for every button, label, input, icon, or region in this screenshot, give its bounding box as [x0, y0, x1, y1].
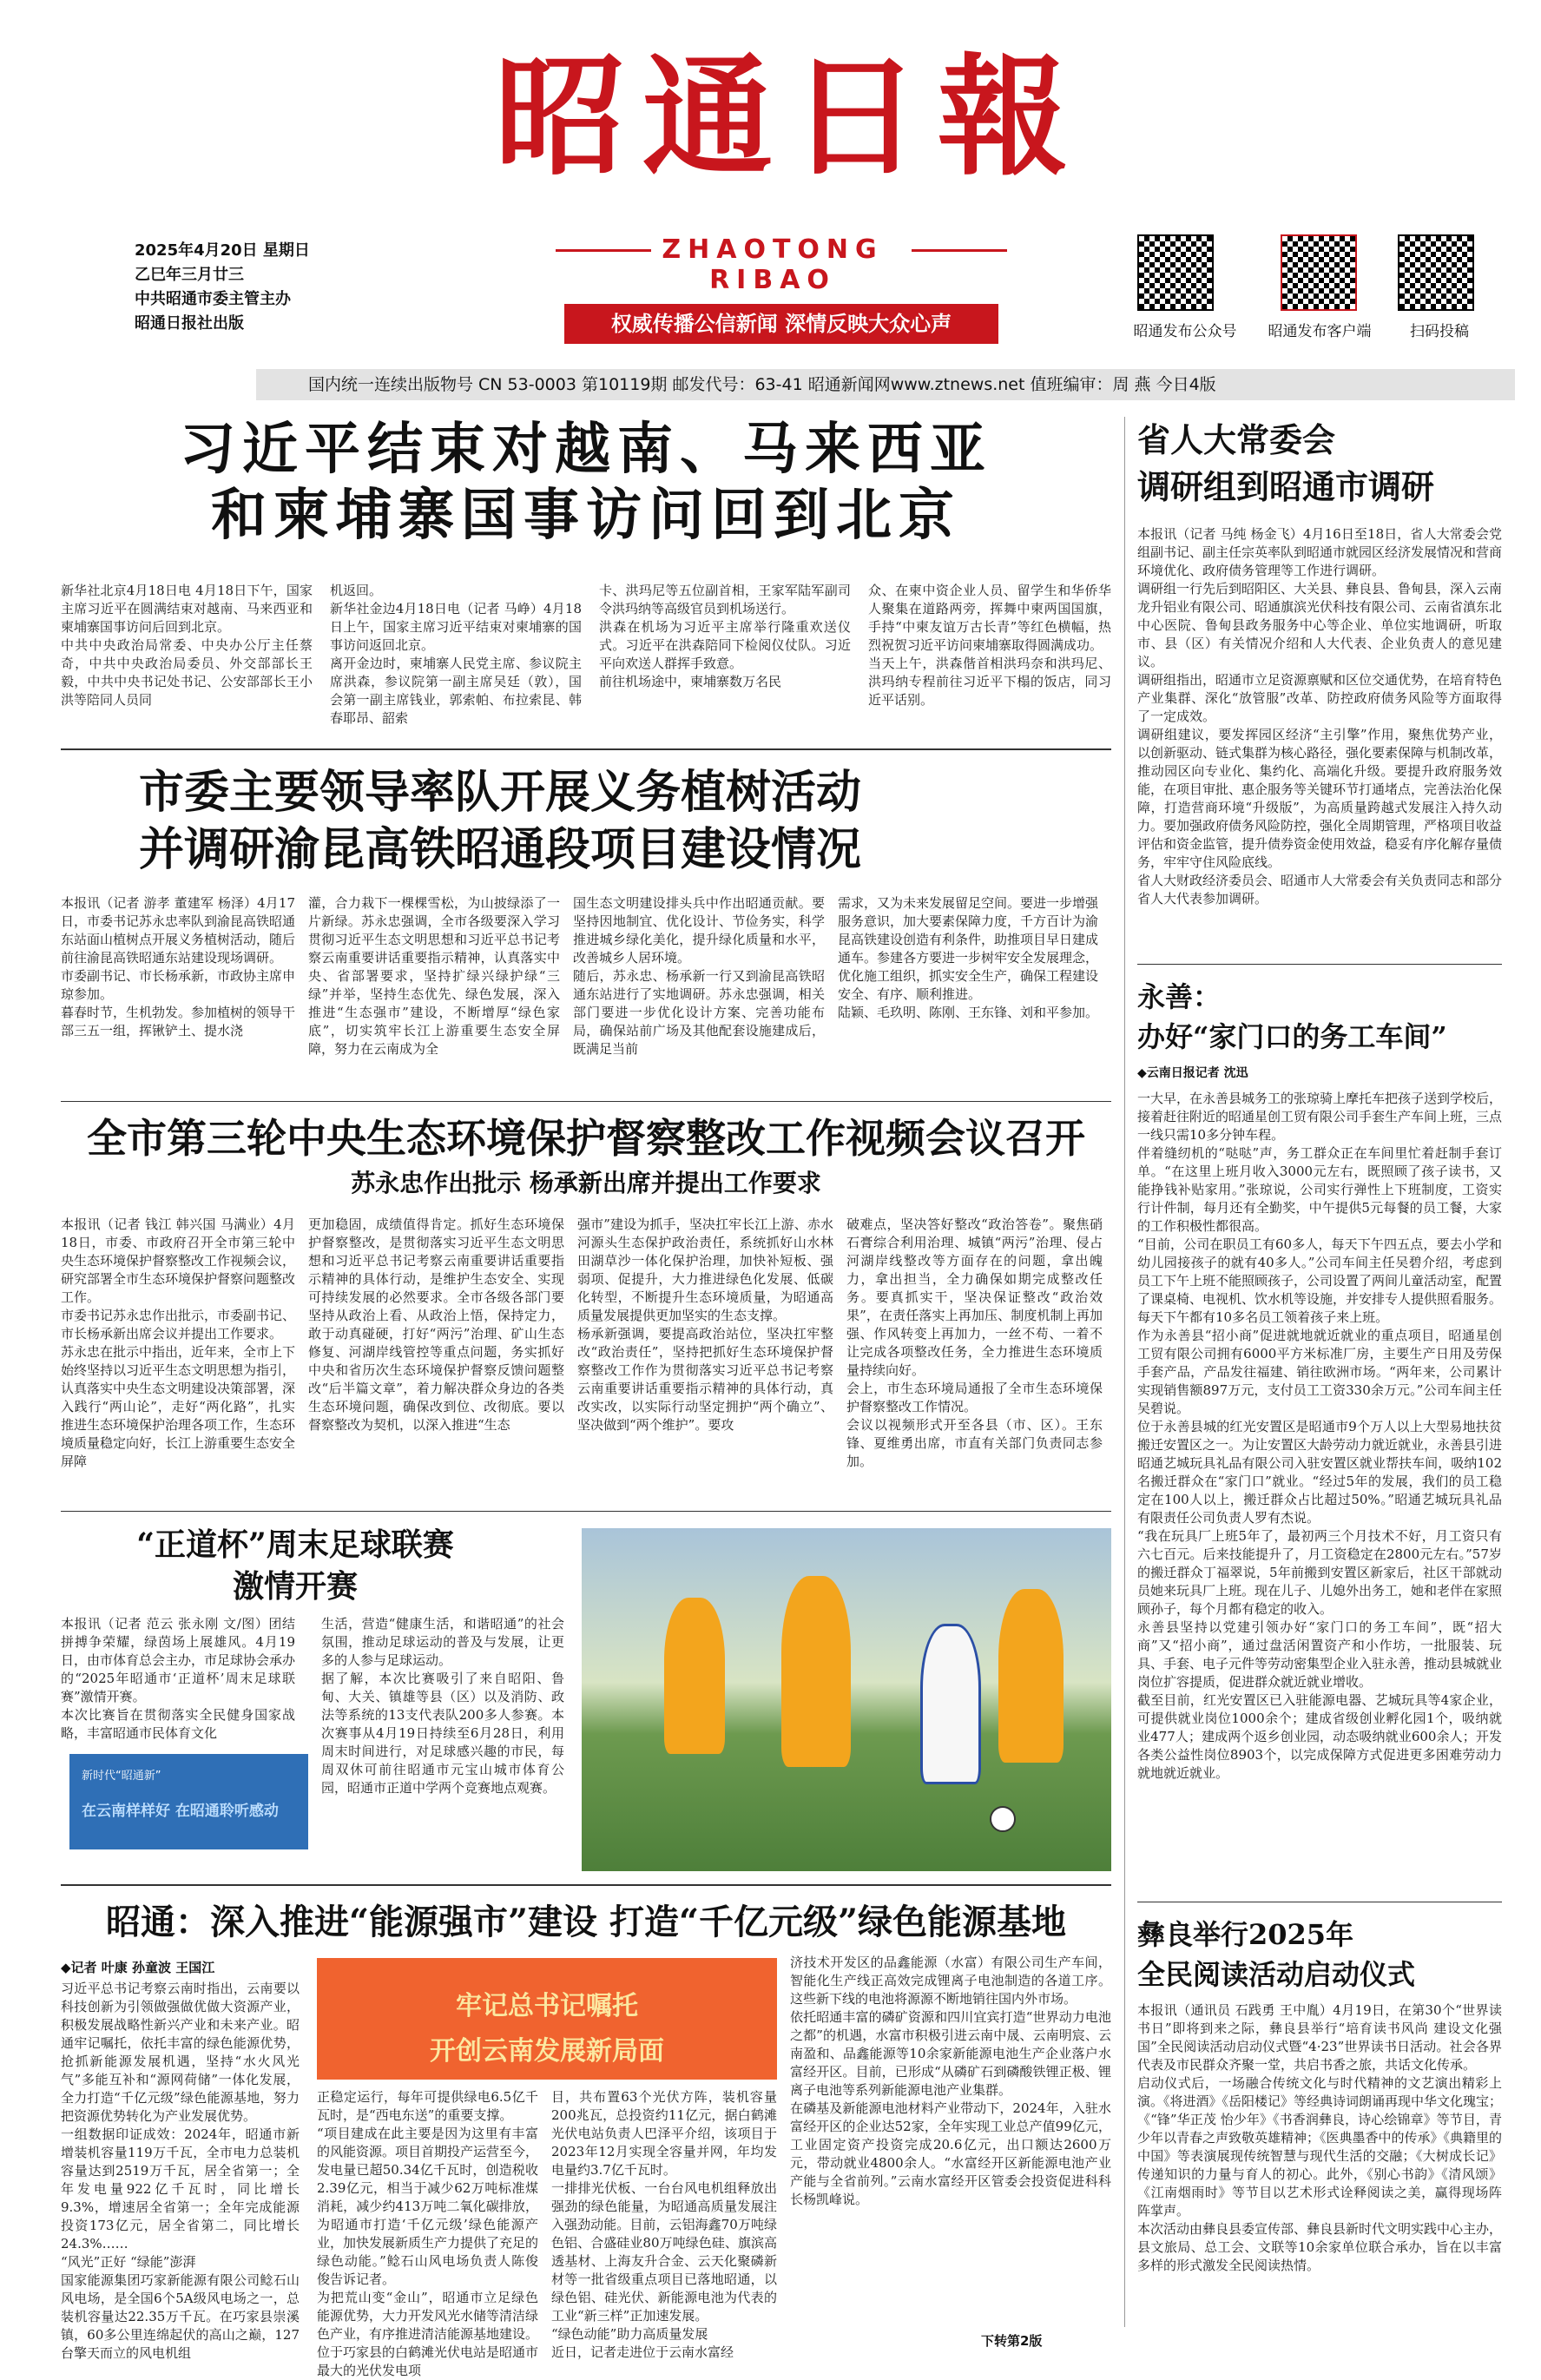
lead-col-4: 众、在柬中资企业人员、留学生和华侨华人聚集在道路两旁，挥舞中柬两国国旗，手持“中柬友谊万古长青”等红色横幅，热烈祝贺习近平访问柬埔寨取得圆满成功。 当天上午，洪森偕首相洪玛奈和洪玛尼、洪玛纳专程前往习近平下榻的饭店，同习近平话别。 [868, 583, 1111, 708]
energy-callout [317, 1958, 777, 2080]
callout-line: 开创云南发展新局面 [430, 2036, 664, 2067]
qr-code-icon [1281, 234, 1357, 311]
sponsor-line: 中共昭通市委主管主办 [135, 290, 291, 308]
section-divider [1137, 964, 1502, 965]
energy-col-4: 济技术开发区的品鑫能源（水富）有限公司生产车间，智能化生产线正高效完成锂离子电池制造的各道工序。这些新下线的电池将源源不断地销往国内外市场。 依托昭通丰富的磷矿资源和四川宜宾打造“世界动力电池之都”的机遇，水富市积极引进云南中晟、云南明宸、云南盈和、品鑫能源等10余家新能源电池生产企业落户水富经开区。目前，已形成“从磷矿石到磷酸铁锂正极、锂离子电池等系列新能源电池产业集群。 在磷基及新能源电池材料产业带动下，2024年，入驻水富经开区的企业达52家，全年实现工业总产值99亿元，工业固定资产投资完成20.6亿元，出口额达2600万元，带动就业4800余人。“水富经开区新能源电池产业产能与全省前列。”云南水富经开区管委会投资促进科科长杨凯峰说。 [790, 1955, 1111, 2207]
callout-line: 牢记总书记嘱托 [456, 1991, 638, 2021]
tree-col-3: 国生态文明建设排头兵中作出昭通贡献。要坚持因地制宜、优化设计、节俭务实，科学推进城乡绿化美化，提升绿化质量和水平，改善城乡人居环境。 随后，苏永忠、杨承新一行又到渝昆高铁昭通东站进行了实地调研。苏永忠强调，相关部门要进一步优化设计方案、完善功能布局，确保站前广场及其他配套设施建成后，既满足当前 [573, 895, 825, 1057]
env-col-2: 更加稳固，成绩值得肯定。抓好生态环境保护督察整改，是贯彻落实习近平生态文明思想和习近平总书记考察云南重要讲话重要指示精神的具体行动，是维护生态安全、实现可持续发展的必然要求。全市各级各部门要坚持从政治上看、从政治上悟，保持定力，敢于动真碰硬，打好“两污”治理、矿山生态修复、河湖岸线管控等重点问题，务实抓好中央和省历次生态环境保护督察反馈问题整改“后半篇文章”，着力解决群众身边的各类生态环境问题，确保改到位、改彻底。要以督察整改为契机，以深入推进“生态 [308, 1216, 564, 1433]
football-col-1: 本报讯（记者 范云 张永刚 文/图）团结拼搏争荣耀，绿茵场上展雄风。4月19日，由市体育总会主办，市足球协会承办的“2025年昭通市‘正道杯’周末足球联赛”激情开赛。 本次比赛旨在贯彻落实全民健身国家战略，丰富昭通市民体育文化 [61, 1616, 296, 1741]
section-divider [61, 748, 1111, 750]
env-col-1: 本报讯（记者 钱江 韩兴国 马满业）4月18日，市委、市政府召开全市第三轮中央生态环境保护督察整改工作视频会议，研究部署全市生态环境保护督察问题整改工作。 市委书记苏永忠作出批示，市委副书记、市长杨承新出席会议并提出工作要求。 苏永忠在批示中指出，近年来，全市上下始终坚持以习近平生态文明思想为指引，认真落实中央生态文明建设决策部署，深入践行“两山论”，走好“两化路”，扎实推进生态环境保护治理各项工作，生态环境质量稳定向好，长江上游重要生态安全屏障 [61, 1216, 296, 1469]
tree-col-1: 本报讯（记者 游孝 董建军 杨泽）4月17日，市委书记苏永忠率队到渝昆高铁昭通东站面山植树点开展义务植树活动，随后前往渝昆高铁昭通东站建设现场调研。 市委副书记、市长杨承新，市政协主席申琼参加。 暮春时节，生机勃发。参加植树的领导干部三五一组，挥锹铲土、提水浇 [61, 895, 296, 1038]
qr-code-icon [1398, 234, 1474, 311]
lunar-date-line: 乙巳年三月廿三 [135, 266, 244, 284]
sidebar-a-headline-line: 调研组到昭通市调研 [1137, 467, 1435, 506]
tree-headline[interactable] [139, 764, 1059, 879]
sidebar-c-headline-line: 彝良举行2025年 [1137, 1918, 1354, 1951]
section-divider [61, 1101, 1111, 1102]
energy-col-2: 正稳定运行，每年可提供绿电6.5亿千瓦时，是“西电东送”的重要支撑。 “项目建成在此主要是因为这里有丰富的风能资源。项目首期投产运营至今，发电量已超50.34亿千瓦时，创造税收2.39亿元，相当于减少62万吨标准煤消耗，减少约413万吨二氧化碳排放，为昭通市打造‘千亿元级’绿色能源产业，加快发展新质生产力提供了充足的绿色动能。”鲶石山风电场负责人陈俊俊告诉记者。 为把荒山变“金山”，昭通市立足绿色能源优势，大力开发风光水储等清洁绿色产业，有序推进清洁能源基地建设。位于巧家县的白鹤滩光伏电站是昭通市最大的光伏发电项 [317, 2089, 539, 2378]
sidebar-b-headline-line: 永善： [1137, 980, 1222, 1013]
tree-col-2: 灌，合力栽下一棵棵雪松，为山披绿添了一片新绿。苏永忠强调，全市各级要深入学习贯彻习近平生态文明思想和习近平总书记考察云南重要讲话重要指示精神，认真落实中央、省部署要求，坚持扩绿兴绿护绿“三绿”并举，坚持生态优先、绿色发展，深入推进“生态强市”建设，不断增厚“绿色家底”，切实筑牢长江上游重要生态安全屏障，努力在云南成为全 [308, 895, 560, 1057]
sidebar-divider [1124, 417, 1125, 2327]
lead-col-2: 机返回。 新华社金边4月18日电（记者 马峥）4月18日上午，国家主席习近平结束对柬埔寨的国事访问返回北京。 离开金边时，柬埔寨人民党主席、参议院主席洪森，参议院第一副主席吴廷（敦），国会第一副主席钱业，郭索帕、布拉索昆、韩春耶昂、韶索 [330, 583, 582, 726]
masthead-pinyin: ZHAOTONG RIBAO [662, 234, 884, 295]
lead-col-3: 卡、洪玛尼等五位副首相，王家军陆军副司令洪玛纳等高级官员到机场送行。 洪森在机场为习近平主席举行隆重欢送仪式。习近平在洪森陪同下检阅仪仗队。习近平向欢送人群挥手致意。 前往机场途中，柬埔寨数万名民 [599, 583, 851, 689]
player-figure [920, 1624, 981, 1784]
energy-headline[interactable]: 昭通：深入推进“能源强市”建设 打造“千亿元级”绿色能源基地 [106, 1902, 1066, 1942]
section-divider [61, 1884, 1111, 1886]
sidebar-a-headline-line: 省人大常委会 [1137, 420, 1336, 459]
publisher-line: 昭通日报社出版 [135, 314, 244, 333]
continued-note[interactable]: 下转第2版 [981, 2333, 1043, 2349]
lead-col-1: 新华社北京4月18日电 4月18日下午，国家主席习近平在圆满结束对越南、马来西亚和柬埔寨国事访问后回到北京。 中共中央政治局常委、中央办公厅主任蔡奇，中共中央政治局委员、外交部部长王毅，中共中央书记处书记、公安部部长王小洪等陪同人员同 [61, 583, 313, 708]
env-col-3: 强市”建设为抓手，坚决扛牢长江上游、赤水河源头生态保护政治责任，系统抓好山水林田湖草沙一体化保护治理，加快补短板、强弱项、促提升，大力推进绿色化发展、低碳化转型，不断提升生态环境质量，为昭通高质量发展提供更加坚实的生态支撑。 杨承新强调，要提高政治站位，坚决扛牢整改“政治责任”，坚持把抓好生态环境保护督察整改工作作为贯彻落实习近平总书记考察云南重要讲话重要指示精神的具体行动，真改实改，以实际行动坚定拥护“两个确立”、坚决做到“两个维护”。要攻 [577, 1216, 833, 1433]
football-col-2: 生活，营造“健康生活，和谐昭通”的社会氛围，推动足球运动的普及与发展，让更多的人参与足球运动。 据了解，本次比赛吸引了来自昭阳、鲁甸、大关、镇雄等县（区）以及消防、政法等系统的13支代表队200多人参赛。本次赛事从4月19日持续至6月28日，利用周末时间进行，对足球感兴趣的市民，每周双休可前往昭通市元宝山城市体育公园，昭通市正道中学两个竞赛地点观赛。 [321, 1616, 564, 1796]
tree-col-4: 需求，又为未来发展留足空间。要进一步增强服务意识，加大要素保障力度，千方百计为渝昆高铁建设创造有利条件，助推项目早日建成通车。参建各方要进一步树牢安全发展理念，优化施工组织，抓实安全生产，确保工程建设安全、有序、顺利推进。 陆颖、毛玖明、陈刚、王东锋、刘和平参加。 [838, 895, 1099, 1020]
qr-client[interactable] [1281, 234, 1367, 311]
env-col-4: 破难点，坚决答好整改“政治答卷”。聚焦硝石膏综合利用治理、城镇“两污”治理、侵占河湖岸线整改等方面存在的问题，拿出魄力，拿出担当，全力确保如期完成整改任务。要真抓实干，坚决保证整改“政治效果”，在责任落实上再加压、制度机制上再加强、作风转变上再加力，一丝不苟、一着不让完成各项整改任务，全力推进生态环境质量持续向好。 会上，市生态环境局通报了全市生态环境保护督察整改工作情况。 会议以视频形式开至各县（市、区）。王东锋、夏维勇出席，市直有关部门负责同志参加。 [846, 1216, 1103, 1469]
env-subhead: 苏永忠作出批示 杨承新出席并提出工作要求 [351, 1169, 821, 1197]
tree-headline-line: 并调研渝昆高铁昭通段项目建设情况 [139, 823, 862, 876]
player-figure [781, 1576, 851, 1767]
promo-banner-line: 新时代“昭通新” [82, 1770, 161, 1783]
sidebar-b-headline-line: 办好“家门口的务工车间” [1137, 1020, 1447, 1053]
lead-headline-line: 习近平结束对越南、马来西亚 [180, 417, 992, 482]
football-headline[interactable] [87, 1524, 504, 1607]
date-block [135, 239, 310, 336]
masthead-slogan: 权威传播公信新闻 深情反映大众心声 [564, 304, 998, 344]
player-figure [664, 1598, 725, 1754]
promo-banner-line: 在云南样样好 在昭通聆听感动 [82, 1803, 279, 1820]
football-headline-line: “正道杯”周末足球联赛 [136, 1526, 454, 1563]
env-headline[interactable]: 全市第三轮中央生态环境保护督察整改工作视频会议召开 [87, 1115, 1085, 1162]
promo-banner[interactable] [69, 1754, 308, 1849]
tree-headline-line: 市委主要领导率队开展义务植树活动 [139, 766, 862, 819]
football-icon [990, 1806, 1016, 1832]
sidebar-b-byline: ◆云南日报记者 沈迅 [1137, 1066, 1248, 1080]
player-figure [998, 1589, 1064, 1763]
info-bar: 国内统一连续出版物号 CN 53-0003 第10119期 邮发代号：63-41 昭通新闻网www.ztnews.net 值班编审：周 燕 今日4版 [256, 369, 1515, 400]
qr-label-client: 昭通发布客户端 [1268, 323, 1372, 340]
sidebar-a-body: 本报讯（记者 马纯 杨金飞）4月16日至18日，省人大常委会党组副书记、副主任宗英率队到昭通市就园区经济发展情况和营商环境优化、政府债务管理等工作进行调研。 调研组一行先后到昭阳区、大关县、彝良县、鲁甸县，深入云南龙升铝业有限公司、昭通旗滨光伏科技有限公司、云南省滇东北中心医院、鲁甸县政务服务中心等企业、单位实地调研，听取市、县（区）有关情况介绍和人大代表、企业负责人的意见建议。 调研组指出，昭通市立足资源禀赋和区位交通优势，在培育特色产业集群、深化“放管服”改革、防控政府债务风险等方面取得了一定成效。 调研组建议，要发挥园区经济“主引擎”作用，聚焦优势产业，以创新驱动、链式集群为核心路径，强化要素保障与机制改革，推动园区向专业化、集约化、高端化升级。要提升政府服务效能，在项目审批、惠企服务等关键环节打通堵点，完善法治化保障，打造营商环境“升级版”，为高质量跨越式发展注入持久动力。要加强政府债务风险防控，强化全周期管理，严格项目收益评估和资金监管，提升债券资金使用效益，稳妥有序化解存量债务，牢牢守住风险底线。 省人大财政经济委员会、昭通市人大常委会有关负责同志和部分省人大代表参加调研。 [1137, 526, 1503, 907]
qr-wechat[interactable] [1137, 234, 1224, 311]
qr-label-submit: 扫码投稿 [1410, 323, 1469, 340]
qr-label-wechat: 昭通发布公众号 [1133, 323, 1237, 340]
lead-headline-line: 和柬埔寨国事访问回到北京 [211, 483, 961, 548]
lead-headline[interactable] [61, 417, 1111, 549]
sidebar-a-headline[interactable] [1137, 417, 1502, 511]
qr-code-icon [1137, 234, 1214, 311]
sidebar-b-body: 一大早，在永善县城务工的张琼骑上摩托车把孩子送到学校后，接着赶往附近的昭通星创工贸有限公司手套生产车间上班，三点一线只需10多分钟车程。 伴着缝纫机的“哒哒”声，务工群众正在车间里忙着赶制手套订单。“在这里上班月收入3000元左右，既照顾了孩子读书，又能挣钱补贴家用。”张琼说，公司实行弹性上下班制度，工资实行计件制，每月还有全勤奖，中午提供5元每餐的员工餐，大家的工作积极性都很高。 “目前，公司在职员工有60多人，每天下午四五点，要去小学和幼儿园接孩子的就有40多人。”公司车间主任吴碧介绍，考虑到员工下午上班不能照顾孩子，公司设置了两间儿童活动室，配置了课桌椅、电视机、饮水机等设施，并安排专人提供照看服务。每天下午都有10多名员工领着孩子来上班。 作为永善县“招小商”促进就地就近就业的重点项目，昭通星创工贸有限公司拥有6000平方米标准厂房，主要生产日用及劳保手套产品，产品发往福建、销往欧洲市场。“两年来，公司累计实现销售额897万元，支付员工工资330余万元。”公司车间主任吴碧说。 位于永善县城的红光安置区是昭通市9个万人以上大型易地扶贫搬迁安置区之一。为让安置区大龄劳动力就近就业，永善县引进昭通艺城玩具礼品有限公司入驻安置区就业帮扶车间，吸纳102名搬迁群众在“家门口”就业。“经过5年的发展，我们的员工稳定在100人以上，搬迁群众占比超过50%。”昭通艺城玩具礼品有限责任公司负责人罗有杰说。 “我在玩具厂上班5年了，最初两三个月技术不好，月工资只有六七百元。后来技能提升了，月工资稳定在2800元左右。”57岁的搬迁群众丁福翠说，5年前搬到安置区新家后，社区干部就动员她来玩具厂上班。现在儿子、儿媳外出务工，她和老伴在家照顾孙子，每个月都有稳定的收入。 永善县坚持以党建引领办好“家门口的务工车间”，既“招大商”又“招小商”，通过盘活闲置资产和小作坊，一批服装、玩具、手套、电子元件等劳动密集型企业入驻永善，推动县城就业岗位扩容提质，促进群众就近就业增收。 截至目前，红光安置区已入驻能源电器、艺城玩具等4家企业，可提供就业岗位1000余个；建成省级创业孵化园1个，吸纳就业477人；建成两个返乡创业园，动态吸纳就业600余人；开发各类公益性岗位8903个，以完成保障方式促进更多困难劳动力就地就近就业。 [1137, 1091, 1503, 1781]
qr-submit[interactable] [1398, 234, 1485, 311]
energy-col-3: 目，共布置63个光伏方阵，装机容量200兆瓦，总投资约11亿元，据白鹤滩光伏电站负责人巴泽平介绍，该项目于2023年12月实现全容量并网，年均发电量约3.7亿千瓦时。 一排排光伏板、一台台风电机组释放出强劲的绿色能量，为昭通高质量发展注入强劲动能。目前，云铝海鑫70万吨绿色铝、合盛硅业80万吨绿色硅、旗滨高透基材、上海友升合金、云天化聚磷新材等一批省级重点项目已落地昭通，以绿色铝、硅光伏、新能源电池为代表的工业“新三样”正加速发展。 “绿色动能”助力高质量发展 近日，记者走进位于云南水富经 [551, 2089, 777, 2360]
sidebar-c-headline-line: 全民阅读活动启动仪式 [1137, 1958, 1416, 1991]
sidebar-c-headline[interactable] [1137, 1915, 1502, 1994]
football-headline-line: 激情开赛 [232, 1568, 358, 1605]
energy-col-1: 习近平总书记考察云南时指出，云南要以科技创新为引领做强做优做大资源产业，积极发展战略性新兴产业和未来产业。昭通牢记嘱托，依托丰富的绿色能源优势，抢抓新能源发展机遇，坚持“水火风光气”多能互补和“源网荷储”一体化发展，全力打造“千亿元级”绿色能源基地，努力把资源优势转化为产业发展优势。 一组数据印证成效：2024年，昭通市新增装机容量119万千瓦，全市电力总装机容量达到2519万千瓦，居全省第一；全年发电量922亿千瓦时，同比增长9.3%，增速居全省第一；全年完成能源投资173亿元，居全省第二，同比增长24.3%…… “风光”正好 “绿能”澎湃 国家能源集团巧家新能源有限公司鲶石山风电场，是全国6个5A级风电场之一，总装机容量达22.35万千瓦。在巧家县崇溪镇，60多公里连绵起伏的高山之巅，127台擎天而立的风电机组 [61, 1981, 300, 2361]
sidebar-c-body: 本报讯（通讯员 石践勇 王中胤）4月19日，在第30个“世界读书日”即将到来之际，彝良县举行“培育读书风尚 建设文化强国”全民阅读活动启动仪式暨“4·23”世界读书日活动。社会各界代表及市民群众齐聚一堂，共启书香之旅，共话文化传承。 启动仪式后，一场融合传统文化与时代精神的文艺演出精彩上演。《将进酒》《岳阳楼记》等经典诗词朗诵再现中华文化瑰宝；《“锋”华正茂 怡少年》《书香润彝良，诗心绘锦章》等节目，青少年以青春之声致敬英雄精神；《医典墨香中的传承》《典籍里的中国》等表演展现传统智慧与现代生活的交融；《大树成长记》传递知识的力量与育人的初心。此外，《别心书韵》《清风颂》《江南烟雨时》等节目以艺术形式诠释阅读之美，赢得现场阵阵掌声。 本次活动由彝良县委宣传部、彝良县新时代文明实践中心主办，县文旅局、总工会、文联等10余家单位联合承办，旨在以丰富多样的形式激发全民阅读热情。 [1137, 2002, 1503, 2273]
sidebar-b-headline[interactable] [1137, 977, 1502, 1057]
football-photo [582, 1528, 1111, 1871]
masthead-title: 昭通日報 [494, 41, 1085, 194]
energy-byline: ◆记者 叶康 孙童波 王国江 [61, 1960, 215, 1975]
section-divider [61, 1511, 1111, 1512]
date-line: 2025年4月20日 星期日 [135, 241, 310, 260]
